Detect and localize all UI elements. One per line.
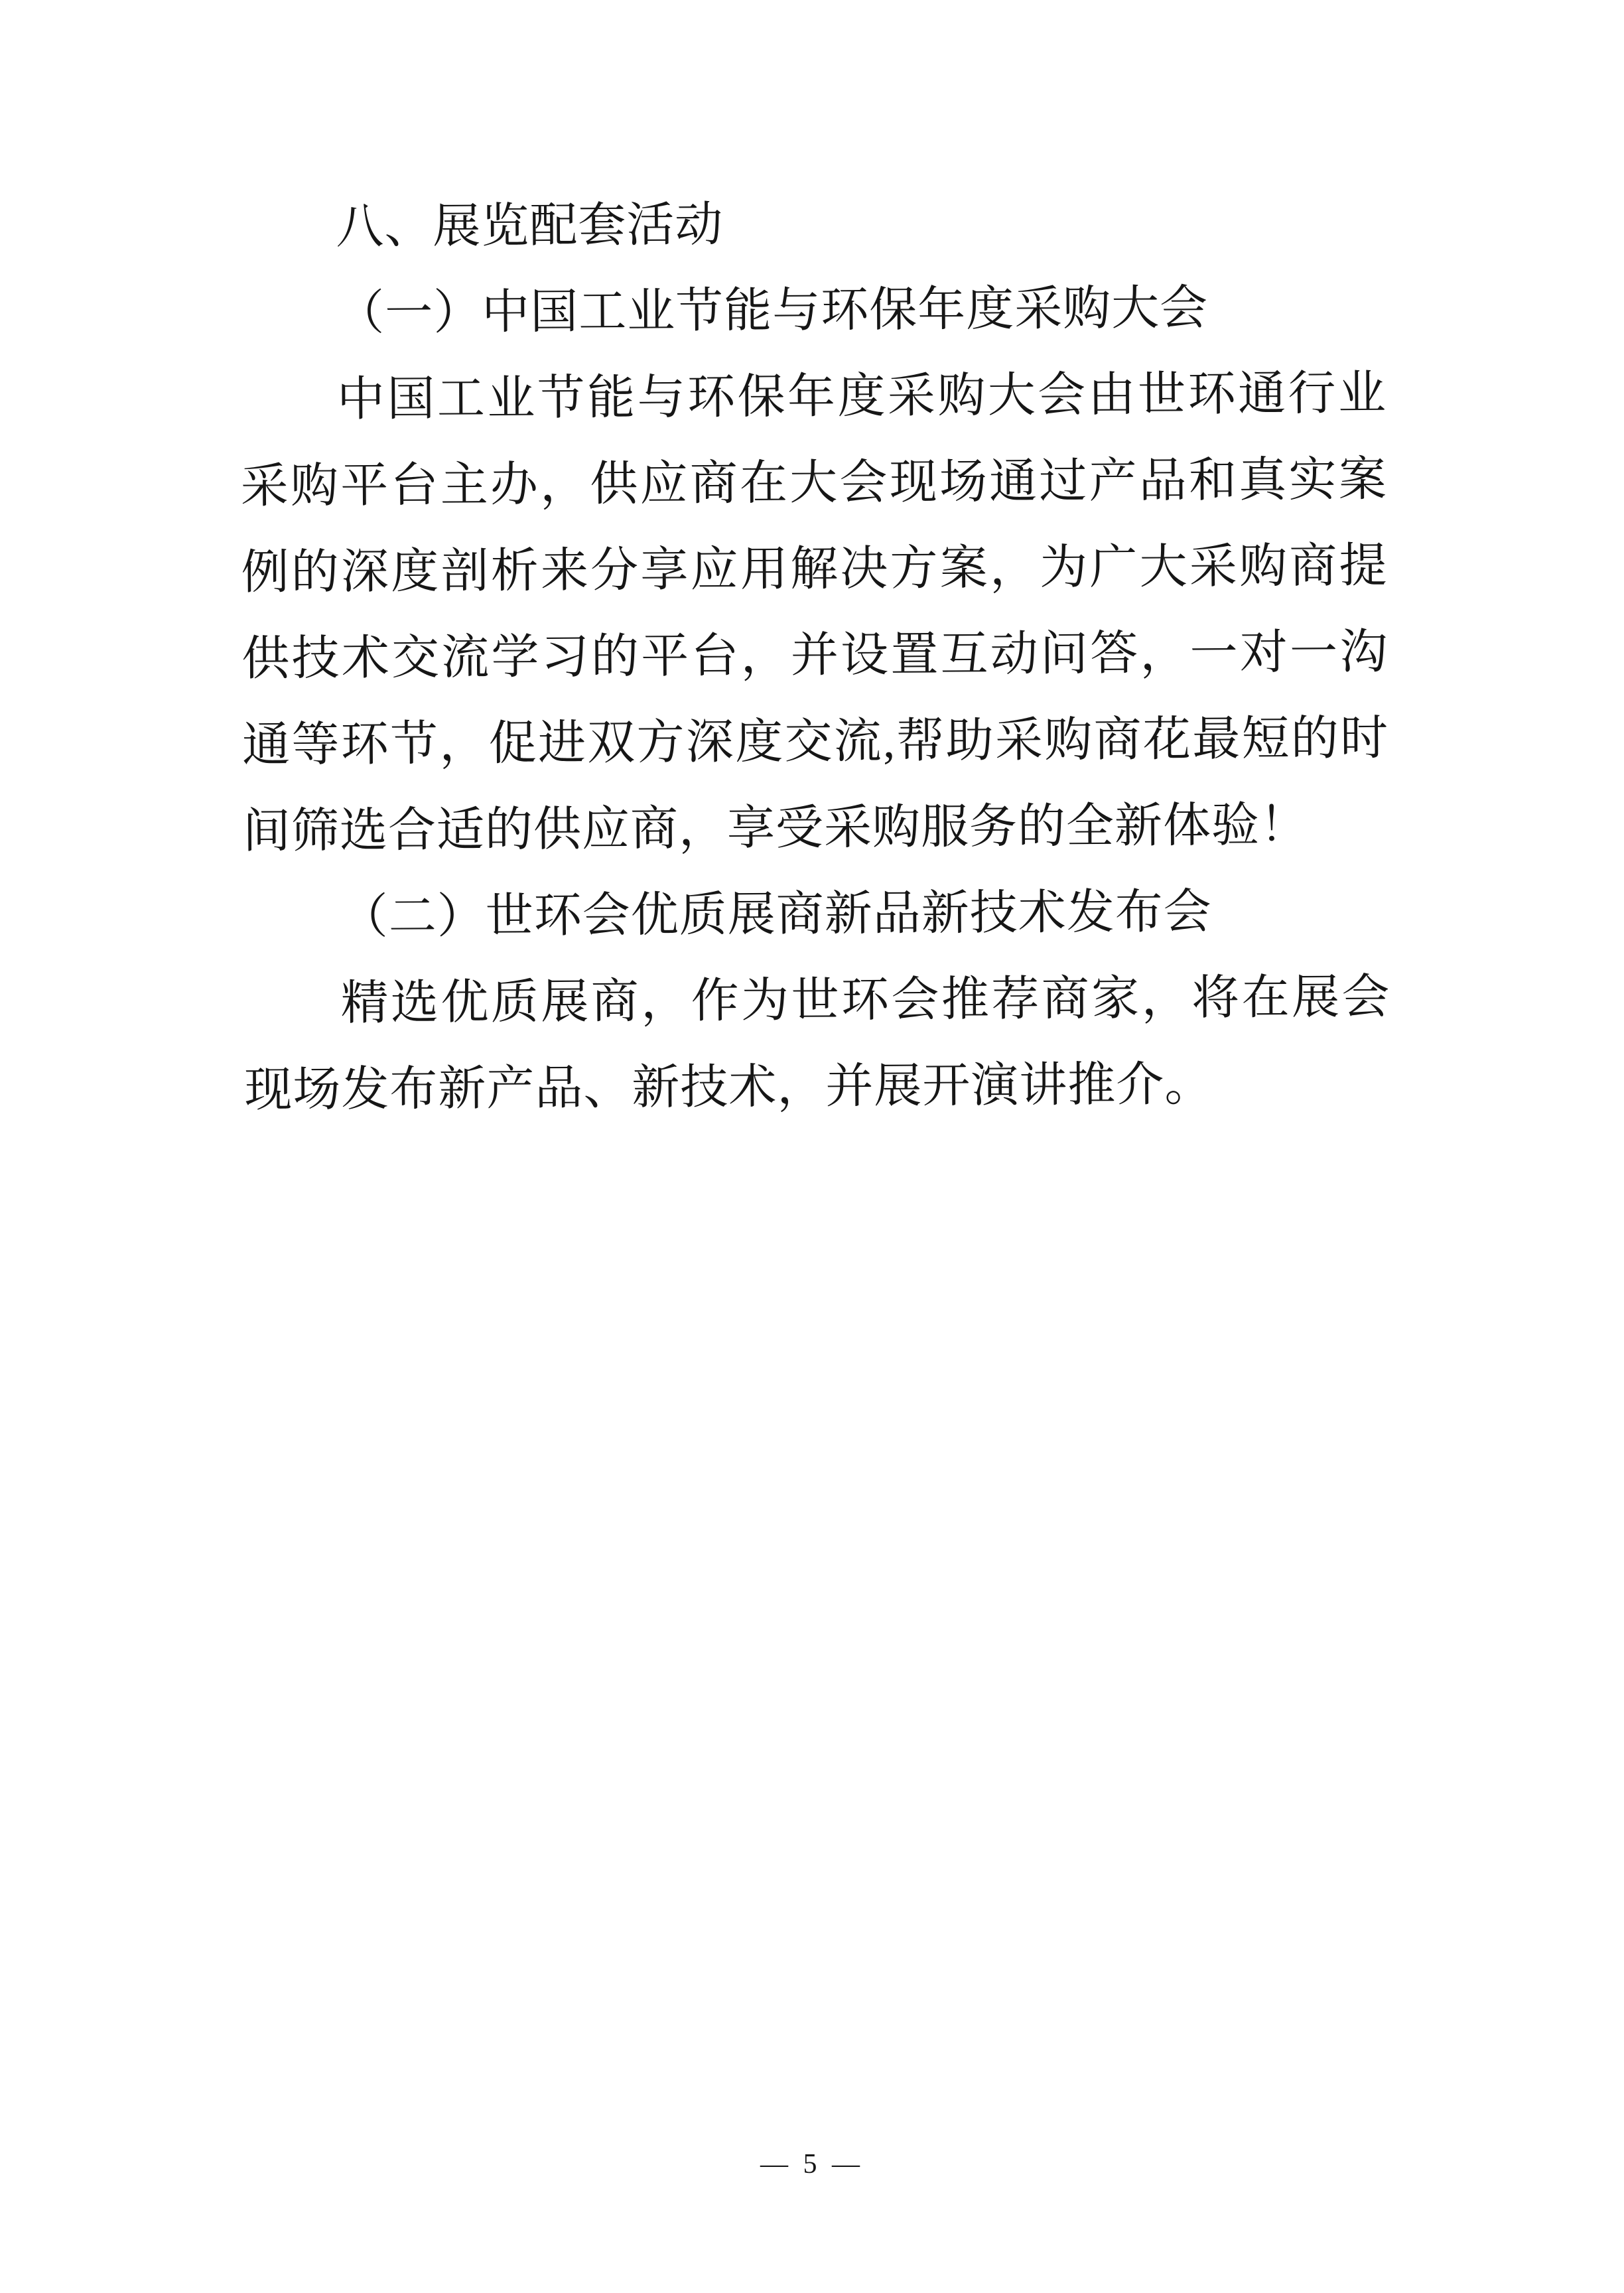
- section-heading: 八、展览配套活动: [336, 198, 724, 254]
- subsection-2-heading: （二）世环会优质展商新品新技术发布会: [340, 885, 1212, 944]
- page-number: — 5 —: [760, 2149, 864, 2180]
- subsection-2-paragraph: 精选优质展商，作为世环会推荐商家，将在展会现场发布新产品、新技术，并展开演讲推介。: [244, 970, 1390, 1117]
- subsection-1-paragraph: 中国工业节能与环保年度采购大会由世环通行业采购平台主办，供应商在大会现场通过产品和真实案例的深度剖析来分享应用解决方案，为广大采购商提供技术交流学习的平台，并设置互动问答，一对一沟通等环节，促进双方深度交流,帮助采购商花最短的时间筛选合适的供应商，享受采购服务的全新体验！: [240, 366, 1389, 858]
- subsection-1-heading: （一）中国工业节能与环保年度采购大会: [336, 281, 1209, 340]
- document-body-text: [239, 177, 1391, 1133]
